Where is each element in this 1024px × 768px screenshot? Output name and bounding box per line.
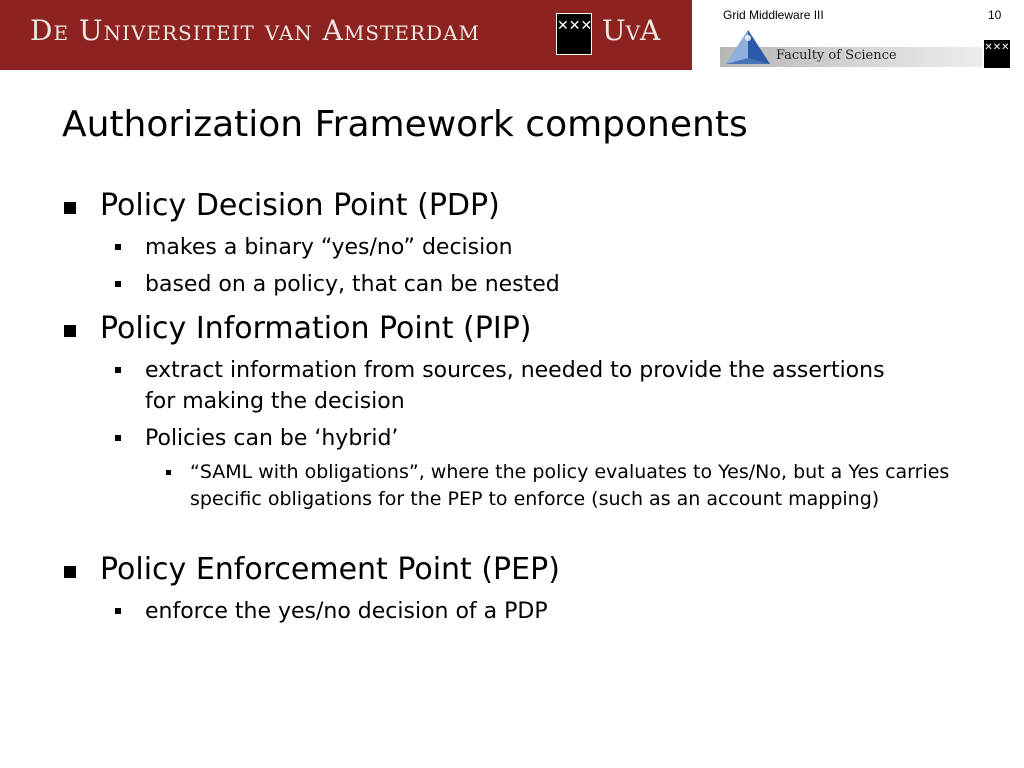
university-crest-icon — [556, 13, 592, 55]
slide-title: Authorization Framework components — [62, 104, 748, 145]
course-title: Grid Middleware III — [723, 8, 824, 22]
sub-bullet: extract information from sources, needed to provide the assertions for making the decision — [145, 355, 905, 417]
pyramid-icon — [724, 28, 772, 68]
bullet-pep: Policy Enforcement Point (PEP) — [100, 552, 560, 587]
university-banner — [0, 0, 692, 70]
page-number: 10 — [988, 8, 1002, 22]
small-crest-mark: ✕✕✕ — [984, 42, 1010, 53]
small-crest-icon — [984, 40, 1010, 68]
university-abbr: UvA — [602, 14, 661, 47]
bullet-pip: Policy Information Point (PIP) — [100, 311, 532, 346]
faculty-label: Faculty of Science — [776, 48, 897, 63]
bullet-pdp: Policy Decision Point (PDP) — [100, 188, 500, 223]
faculty-logo — [720, 28, 982, 70]
sub-bullet: enforce the yes/no decision of a PDP — [145, 596, 905, 627]
sub-bullet: makes a binary “yes/no” decision — [145, 232, 905, 263]
sub-bullet: Policies can be ‘hybrid’ — [145, 423, 905, 454]
university-name: De Universiteit van Amsterdam — [30, 14, 481, 47]
sub-sub-bullet: “SAML with obligations”, where the policy evaluates to Yes/No, but a Yes carries specific obligations for the PEP to enforce (such as an account mapping) — [190, 459, 970, 513]
crest-mark: ✕✕✕ — [557, 18, 593, 34]
sub-bullet: based on a policy, that can be nested — [145, 269, 905, 300]
